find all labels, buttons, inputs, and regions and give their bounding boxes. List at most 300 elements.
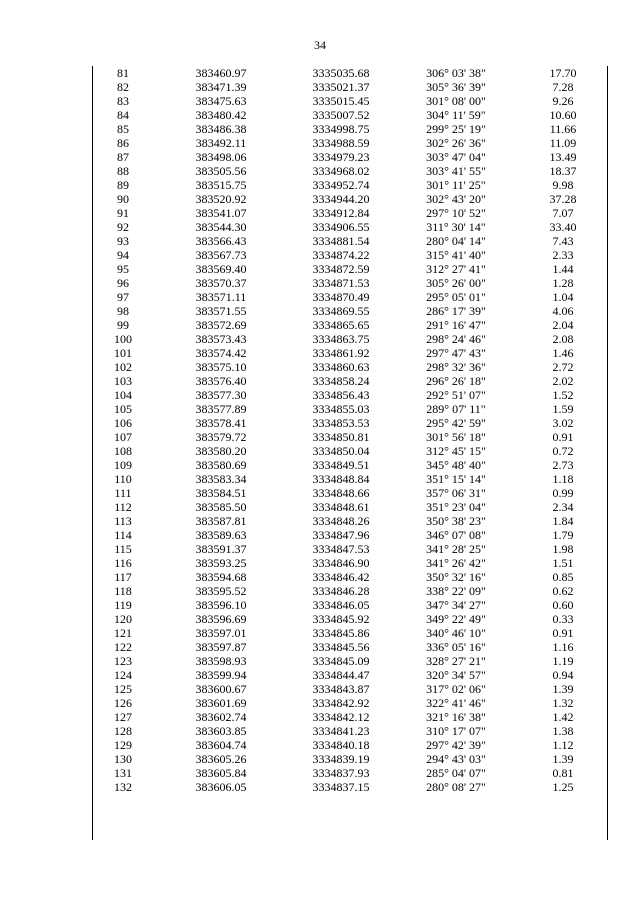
point-number-cell: 89	[117, 178, 129, 192]
x-coordinate-cell: 383600.67	[195, 682, 247, 696]
table-body	[93, 66, 611, 794]
table-row	[93, 122, 611, 136]
x-coordinate-cell: 383596.10	[195, 598, 247, 612]
table-row	[93, 612, 611, 626]
y-coordinate-cell: 3334855.03	[312, 402, 370, 416]
y-coordinate-cell: 3334849.51	[312, 458, 370, 472]
y-coordinate-cell: 3334846.90	[312, 556, 370, 570]
direction-angle-cell: 315° 41' 40"	[426, 248, 486, 262]
x-coordinate-cell: 383575.10	[195, 360, 247, 374]
point-number-cell: 85	[117, 122, 129, 136]
x-coordinate-cell: 383587.81	[195, 514, 247, 528]
table-row	[93, 346, 611, 360]
x-coordinate-cell: 383505.56	[195, 164, 247, 178]
y-coordinate-cell: 3334842.12	[312, 710, 370, 724]
x-coordinate-cell: 383599.94	[195, 668, 247, 682]
segment-length-cell: 0.81	[552, 766, 574, 780]
y-coordinate-cell: 3334846.05	[312, 598, 370, 612]
point-number-cell: 96	[117, 276, 129, 290]
y-coordinate-cell: 3335035.68	[312, 66, 370, 80]
y-coordinate-cell: 3334906.55	[312, 220, 370, 234]
x-coordinate-cell: 383572.69	[195, 318, 247, 332]
segment-length-cell: 1.19	[552, 654, 574, 668]
direction-angle-cell: 306° 03' 38"	[426, 66, 486, 80]
y-coordinate-cell: 3334871.53	[312, 276, 370, 290]
direction-angle-cell: 351° 15' 14"	[426, 472, 486, 486]
y-coordinate-cell: 3334988.59	[312, 136, 370, 150]
segment-length-cell: 2.33	[552, 248, 574, 262]
x-coordinate-cell: 383573.43	[195, 332, 247, 346]
x-coordinate-cell: 383577.89	[195, 402, 247, 416]
x-coordinate-cell: 383486.38	[195, 122, 247, 136]
segment-length-cell: 1.46	[552, 346, 574, 360]
x-coordinate-cell: 383594.68	[195, 570, 247, 584]
direction-angle-cell: 336° 05' 16"	[426, 640, 486, 654]
y-coordinate-cell: 3334865.65	[312, 318, 370, 332]
y-coordinate-cell: 3334841.23	[312, 724, 370, 738]
point-number-cell: 82	[117, 80, 129, 94]
x-coordinate-cell: 383605.84	[195, 766, 247, 780]
table-row	[93, 556, 611, 570]
coordinates-table	[93, 66, 611, 794]
segment-length-cell: 9.98	[552, 178, 574, 192]
x-coordinate-cell: 383480.42	[195, 108, 247, 122]
x-coordinate-cell: 383460.97	[195, 66, 247, 80]
direction-angle-cell: 280° 08' 27"	[426, 780, 486, 794]
x-coordinate-cell: 383577.30	[195, 388, 247, 402]
y-coordinate-cell: 3334998.75	[312, 122, 370, 136]
x-coordinate-cell: 383598.93	[195, 654, 247, 668]
x-coordinate-cell: 383576.40	[195, 374, 247, 388]
direction-angle-cell: 286° 17' 39"	[426, 304, 486, 318]
point-number-cell: 107	[114, 430, 132, 444]
x-coordinate-cell: 383578.41	[195, 416, 247, 430]
segment-length-cell: 1.32	[552, 696, 574, 710]
segment-length-cell: 1.44	[552, 262, 574, 276]
segment-length-cell: 1.16	[552, 640, 574, 654]
table-row	[93, 290, 611, 304]
y-coordinate-cell: 3334869.55	[312, 304, 370, 318]
x-coordinate-cell: 383604.74	[195, 738, 247, 752]
segment-length-cell: 11.09	[549, 136, 577, 150]
table-row	[93, 626, 611, 640]
y-coordinate-cell: 3335021.37	[312, 80, 370, 94]
direction-angle-cell: 291° 16' 47"	[426, 318, 486, 332]
point-number-cell: 97	[117, 290, 129, 304]
table-row	[93, 206, 611, 220]
direction-angle-cell: 338° 22' 09"	[426, 584, 486, 598]
y-coordinate-cell: 3334845.56	[312, 640, 370, 654]
direction-angle-cell: 301° 08' 00"	[426, 94, 486, 108]
table-row	[93, 80, 611, 94]
table-row	[93, 360, 611, 374]
x-coordinate-cell: 383567.73	[195, 248, 247, 262]
segment-length-cell: 0.85	[552, 570, 574, 584]
y-coordinate-cell: 3334979.23	[312, 150, 370, 164]
point-number-cell: 83	[117, 94, 129, 108]
direction-angle-cell: 341° 26' 42"	[426, 556, 486, 570]
y-coordinate-cell: 3334846.42	[312, 570, 370, 584]
x-coordinate-cell: 383544.30	[195, 220, 247, 234]
direction-angle-cell: 320° 34' 57"	[426, 668, 486, 682]
x-coordinate-cell: 383471.39	[195, 80, 247, 94]
direction-angle-cell: 347° 34' 27"	[426, 598, 486, 612]
table-row	[93, 472, 611, 486]
y-coordinate-cell: 3334912.84	[312, 206, 370, 220]
y-coordinate-cell: 3334845.09	[312, 654, 370, 668]
point-number-cell: 95	[117, 262, 129, 276]
table-row	[93, 486, 611, 500]
point-number-cell: 91	[117, 206, 129, 220]
table-row	[93, 108, 611, 122]
table-row	[93, 710, 611, 724]
direction-angle-cell: 302° 43' 20"	[426, 192, 486, 206]
segment-length-cell: 0.91	[552, 626, 574, 640]
point-number-cell: 102	[114, 360, 132, 374]
direction-angle-cell: 321° 16' 38"	[426, 710, 486, 724]
table-row	[93, 668, 611, 682]
point-number-cell: 132	[114, 780, 132, 794]
direction-angle-cell: 285° 04' 07"	[426, 766, 486, 780]
x-coordinate-cell: 383597.87	[195, 640, 247, 654]
y-coordinate-cell: 3334968.02	[312, 164, 370, 178]
table-row	[93, 682, 611, 696]
direction-angle-cell: 312° 45' 15"	[426, 444, 486, 458]
segment-length-cell: 9.26	[552, 94, 574, 108]
table-row	[93, 766, 611, 780]
segment-length-cell: 0.94	[552, 668, 574, 682]
y-coordinate-cell: 3334850.04	[312, 444, 370, 458]
segment-length-cell: 1.98	[552, 542, 574, 556]
point-number-cell: 126	[114, 696, 132, 710]
table-row	[93, 374, 611, 388]
y-coordinate-cell: 3334863.75	[312, 332, 370, 346]
direction-angle-cell: 310° 17' 07"	[426, 724, 486, 738]
table-row	[93, 416, 611, 430]
direction-angle-cell: 341° 28' 25"	[426, 542, 486, 556]
direction-angle-cell: 292° 51' 07"	[426, 388, 486, 402]
segment-length-cell: 37.28	[549, 192, 577, 206]
point-number-cell: 112	[114, 500, 132, 514]
table-row	[93, 514, 611, 528]
segment-length-cell: 4.06	[552, 304, 574, 318]
y-coordinate-cell: 3334860.63	[312, 360, 370, 374]
y-coordinate-cell: 3334858.24	[312, 374, 370, 388]
point-number-cell: 130	[114, 752, 132, 766]
direction-angle-cell: 357° 06' 31"	[426, 486, 486, 500]
direction-angle-cell: 322° 41' 46"	[426, 696, 486, 710]
segment-length-cell: 7.43	[552, 234, 574, 248]
segment-length-cell: 1.12	[552, 738, 574, 752]
segment-length-cell: 0.60	[552, 598, 574, 612]
x-coordinate-cell: 383584.51	[195, 486, 247, 500]
y-coordinate-cell: 3334872.59	[312, 262, 370, 276]
point-number-cell: 109	[114, 458, 132, 472]
point-number-cell: 99	[117, 318, 129, 332]
segment-length-cell: 2.73	[552, 458, 574, 472]
point-number-cell: 110	[114, 472, 132, 486]
table-row	[93, 248, 611, 262]
y-coordinate-cell: 3334844.47	[312, 668, 370, 682]
x-coordinate-cell: 383579.72	[195, 430, 247, 444]
point-number-cell: 123	[114, 654, 132, 668]
segment-length-cell: 2.02	[552, 374, 574, 388]
direction-angle-cell: 301° 56' 18"	[426, 430, 486, 444]
x-coordinate-cell: 383597.01	[195, 626, 247, 640]
direction-angle-cell: 297° 42' 39"	[426, 738, 486, 752]
segment-length-cell: 1.59	[552, 402, 574, 416]
table-row	[93, 192, 611, 206]
table-row	[93, 332, 611, 346]
direction-angle-cell: 301° 11' 25"	[426, 178, 486, 192]
segment-length-cell: 1.84	[552, 514, 574, 528]
table-row	[93, 402, 611, 416]
y-coordinate-cell: 3334843.87	[312, 682, 370, 696]
y-coordinate-cell: 3334837.93	[312, 766, 370, 780]
direction-angle-cell: 294° 43' 03"	[426, 752, 486, 766]
x-coordinate-cell: 383596.69	[195, 612, 247, 626]
direction-angle-cell: 298° 24' 46"	[426, 332, 486, 346]
x-coordinate-cell: 383475.63	[195, 94, 247, 108]
point-number-cell: 92	[117, 220, 129, 234]
x-coordinate-cell: 383606.05	[195, 780, 247, 794]
segment-length-cell: 17.70	[549, 66, 577, 80]
point-number-cell: 87	[117, 150, 129, 164]
table-row	[93, 178, 611, 192]
table-row	[93, 696, 611, 710]
y-coordinate-cell: 3334944.20	[312, 192, 370, 206]
segment-length-cell: 33.40	[549, 220, 577, 234]
y-coordinate-cell: 3335015.45	[312, 94, 370, 108]
point-number-cell: 115	[114, 542, 132, 556]
direction-angle-cell: 296° 26' 18"	[426, 374, 486, 388]
y-coordinate-cell: 3334853.53	[312, 416, 370, 430]
direction-angle-cell: 351° 23' 04"	[426, 500, 486, 514]
point-number-cell: 90	[117, 192, 129, 206]
y-coordinate-cell: 3334848.26	[312, 514, 370, 528]
point-number-cell: 131	[114, 766, 132, 780]
segment-length-cell: 1.18	[552, 472, 574, 486]
point-number-cell: 108	[114, 444, 132, 458]
coordinates-table-frame	[92, 66, 608, 840]
segment-length-cell: 10.60	[549, 108, 577, 122]
x-coordinate-cell: 383580.20	[195, 444, 247, 458]
segment-length-cell: 1.28	[552, 276, 574, 290]
y-coordinate-cell: 3334952.74	[312, 178, 370, 192]
table-row	[93, 654, 611, 668]
table-row	[93, 724, 611, 738]
point-number-cell: 114	[114, 528, 132, 542]
point-number-cell: 104	[114, 388, 132, 402]
table-row	[93, 598, 611, 612]
segment-length-cell: 2.08	[552, 332, 574, 346]
x-coordinate-cell: 383570.37	[195, 276, 247, 290]
segment-length-cell: 11.66	[549, 122, 577, 136]
point-number-cell: 103	[114, 374, 132, 388]
point-number-cell: 128	[114, 724, 132, 738]
point-number-cell: 106	[114, 416, 132, 430]
point-number-cell: 84	[117, 108, 129, 122]
direction-angle-cell: 312° 27' 41"	[426, 262, 486, 276]
point-number-cell: 88	[117, 164, 129, 178]
table-row	[93, 220, 611, 234]
table-row	[93, 584, 611, 598]
segment-length-cell: 18.37	[549, 164, 577, 178]
x-coordinate-cell: 383585.50	[195, 500, 247, 514]
x-coordinate-cell: 383605.26	[195, 752, 247, 766]
segment-length-cell: 1.39	[552, 682, 574, 696]
y-coordinate-cell: 3334850.81	[312, 430, 370, 444]
direction-angle-cell: 350° 38' 23"	[426, 514, 486, 528]
point-number-cell: 93	[117, 234, 129, 248]
x-coordinate-cell: 383593.25	[195, 556, 247, 570]
direction-angle-cell: 305° 36' 39"	[426, 80, 486, 94]
y-coordinate-cell: 3334847.53	[312, 542, 370, 556]
table-row	[93, 136, 611, 150]
point-number-cell: 116	[114, 556, 132, 570]
direction-angle-cell: 305° 26' 00"	[426, 276, 486, 290]
segment-length-cell: 3.02	[552, 416, 574, 430]
table-row	[93, 752, 611, 766]
x-coordinate-cell: 383589.63	[195, 528, 247, 542]
direction-angle-cell: 317° 02' 06"	[426, 682, 486, 696]
table-row	[93, 528, 611, 542]
x-coordinate-cell: 383515.75	[195, 178, 247, 192]
table-row	[93, 444, 611, 458]
x-coordinate-cell: 383591.37	[195, 542, 247, 556]
point-number-cell: 86	[117, 136, 129, 150]
segment-length-cell: 0.72	[552, 444, 574, 458]
x-coordinate-cell: 383566.43	[195, 234, 247, 248]
point-number-cell: 118	[114, 584, 132, 598]
direction-angle-cell: 349° 22' 49"	[426, 612, 486, 626]
segment-length-cell: 1.38	[552, 724, 574, 738]
x-coordinate-cell: 383520.92	[195, 192, 247, 206]
segment-length-cell: 0.62	[552, 584, 574, 598]
y-coordinate-cell: 3334881.54	[312, 234, 370, 248]
table-row	[93, 542, 611, 556]
point-number-cell: 117	[114, 570, 132, 584]
x-coordinate-cell: 383498.06	[195, 150, 247, 164]
segment-length-cell: 2.34	[552, 500, 574, 514]
table-row	[93, 500, 611, 514]
y-coordinate-cell: 3334874.22	[312, 248, 370, 262]
table-row	[93, 430, 611, 444]
direction-angle-cell: 304° 11' 59"	[426, 108, 486, 122]
x-coordinate-cell: 383602.74	[195, 710, 247, 724]
point-number-cell: 122	[114, 640, 132, 654]
table-row	[93, 164, 611, 178]
point-number-cell: 127	[114, 710, 132, 724]
table-row	[93, 738, 611, 752]
x-coordinate-cell: 383574.42	[195, 346, 247, 360]
x-coordinate-cell: 383601.69	[195, 696, 247, 710]
x-coordinate-cell: 383571.55	[195, 304, 247, 318]
direction-angle-cell: 345° 48' 40"	[426, 458, 486, 472]
table-row	[93, 262, 611, 276]
x-coordinate-cell: 383541.07	[195, 206, 247, 220]
direction-angle-cell: 311° 30' 14"	[426, 220, 486, 234]
y-coordinate-cell: 3334848.84	[312, 472, 370, 486]
segment-length-cell: 1.04	[552, 290, 574, 304]
segment-length-cell: 1.42	[552, 710, 574, 724]
segment-length-cell: 7.07	[552, 206, 574, 220]
x-coordinate-cell: 383569.40	[195, 262, 247, 276]
table-row	[93, 276, 611, 290]
point-number-cell: 119	[114, 598, 132, 612]
direction-angle-cell: 346° 07' 08"	[426, 528, 486, 542]
point-number-cell: 100	[114, 332, 132, 346]
table-row	[93, 304, 611, 318]
x-coordinate-cell: 383571.11	[195, 290, 247, 304]
direction-angle-cell: 298° 32' 36"	[426, 360, 486, 374]
y-coordinate-cell: 3335007.52	[312, 108, 370, 122]
table-row	[93, 570, 611, 584]
x-coordinate-cell: 383595.52	[195, 584, 247, 598]
direction-angle-cell: 297° 10' 52"	[426, 206, 486, 220]
y-coordinate-cell: 3334847.96	[312, 528, 370, 542]
y-coordinate-cell: 3334848.61	[312, 500, 370, 514]
point-number-cell: 129	[114, 738, 132, 752]
point-number-cell: 94	[117, 248, 129, 262]
table-row	[93, 388, 611, 402]
x-coordinate-cell: 383583.34	[195, 472, 247, 486]
point-number-cell: 81	[117, 66, 129, 80]
y-coordinate-cell: 3334856.43	[312, 388, 370, 402]
direction-angle-cell: 350° 32' 16"	[426, 570, 486, 584]
direction-angle-cell: 280° 04' 14"	[426, 234, 486, 248]
direction-angle-cell: 297° 47' 43"	[426, 346, 486, 360]
y-coordinate-cell: 3334861.92	[312, 346, 370, 360]
point-number-cell: 113	[114, 514, 132, 528]
point-number-cell: 98	[117, 304, 129, 318]
page-number: 34	[314, 38, 326, 52]
y-coordinate-cell: 3334845.86	[312, 626, 370, 640]
direction-angle-cell: 340° 46' 10"	[426, 626, 486, 640]
direction-angle-cell: 299° 25' 19"	[426, 122, 486, 136]
y-coordinate-cell: 3334870.49	[312, 290, 370, 304]
segment-length-cell: 1.39	[552, 752, 574, 766]
y-coordinate-cell: 3334839.19	[312, 752, 370, 766]
table-row	[93, 640, 611, 654]
point-number-cell: 121	[114, 626, 132, 640]
table-row	[93, 780, 611, 794]
x-coordinate-cell: 383580.69	[195, 458, 247, 472]
point-number-cell: 120	[114, 612, 132, 626]
direction-angle-cell: 295° 05' 01"	[426, 290, 486, 304]
segment-length-cell: 7.28	[552, 80, 574, 94]
table-row	[93, 318, 611, 332]
table-row	[93, 94, 611, 108]
segment-length-cell: 1.52	[552, 388, 574, 402]
y-coordinate-cell: 3334842.92	[312, 696, 370, 710]
segment-length-cell: 1.79	[552, 528, 574, 542]
direction-angle-cell: 303° 41' 55"	[426, 164, 486, 178]
segment-length-cell: 2.04	[552, 318, 574, 332]
y-coordinate-cell: 3334845.92	[312, 612, 370, 626]
table-row	[93, 66, 611, 80]
x-coordinate-cell: 383492.11	[195, 136, 247, 150]
point-number-cell: 111	[114, 486, 132, 500]
table-row	[93, 458, 611, 472]
direction-angle-cell: 289° 07' 11"	[426, 402, 486, 416]
direction-angle-cell: 295° 42' 59"	[426, 416, 486, 430]
point-number-cell: 125	[114, 682, 132, 696]
y-coordinate-cell: 3334848.66	[312, 486, 370, 500]
segment-length-cell: 0.91	[552, 430, 574, 444]
direction-angle-cell: 303° 47' 04"	[426, 150, 486, 164]
x-coordinate-cell: 383603.85	[195, 724, 247, 738]
